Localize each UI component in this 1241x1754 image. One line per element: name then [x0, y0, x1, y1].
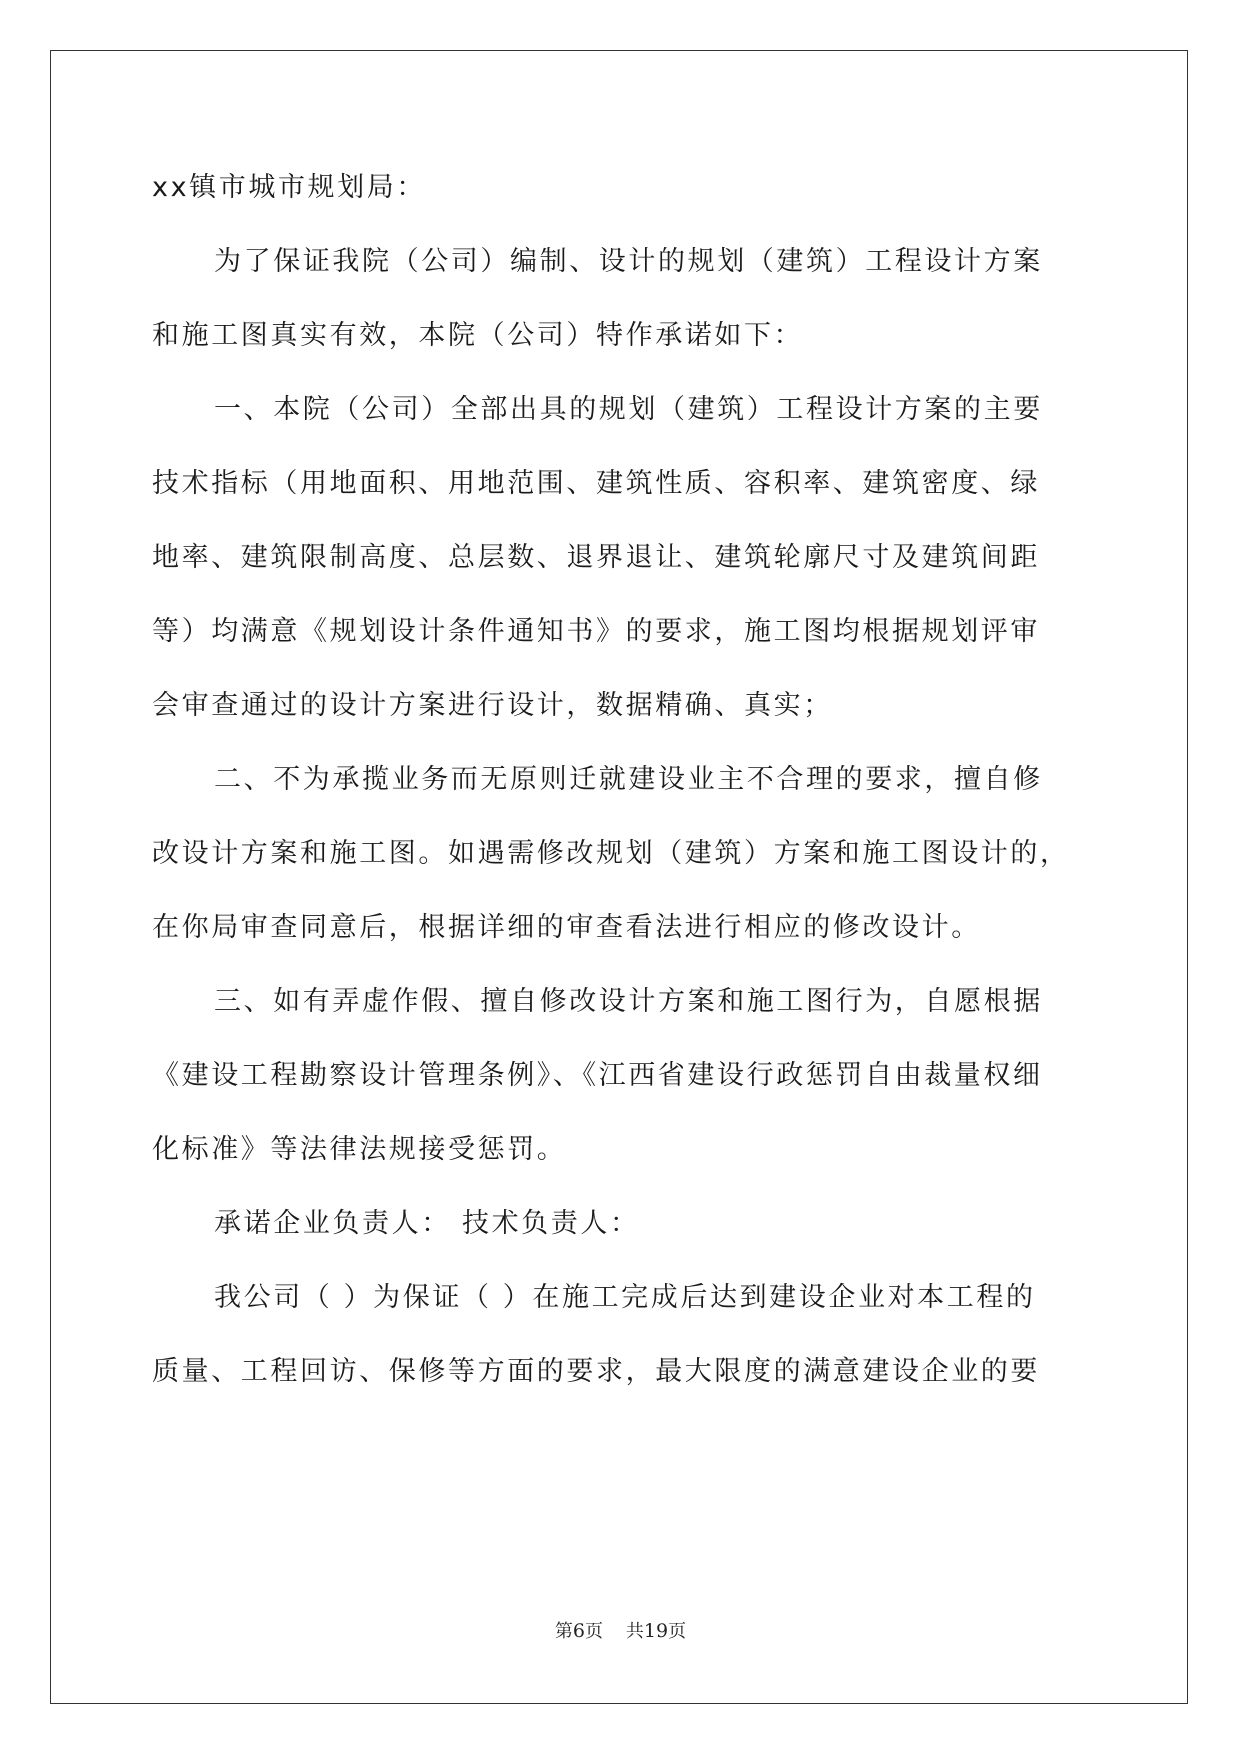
- total-pages: 19: [643, 1620, 669, 1642]
- page-border: [50, 50, 1188, 1704]
- paragraph-line: 质量、工程回访、保修等方面的要求，最大限度的满意建设企业的要: [152, 1356, 1040, 1387]
- paragraph-line: 地率、建筑限制高度、总层数、退界退让、建筑轮廓尺寸及建筑间距: [152, 542, 1040, 573]
- paragraph-line: 化标准》等法律法规接受惩罚。: [152, 1134, 567, 1165]
- paragraph-line: 和施工图真实有效，本院（公司）特作承诺如下：: [152, 320, 804, 351]
- paragraph-line: 技术指标（用地面积、用地范围、建筑性质、容积率、建筑密度、绿: [152, 468, 1040, 499]
- page-suffix: 页: [585, 1621, 603, 1642]
- signature-line: 承诺企业负责人： 技术负责人：: [214, 1208, 640, 1239]
- page-prefix: 第: [554, 1621, 573, 1642]
- paragraph-line: 改设计方案和施工图。如遇需修改规划（建筑）方案和施工图设计的，: [152, 838, 1070, 869]
- paragraph-line: 等）均满意《规划设计条件通知书》的要求，施工图均根据规划评审: [152, 616, 1040, 647]
- paragraph-line: 二、不为承揽业务而无原则迁就建设业主不合理的要求，擅自修: [214, 764, 1043, 795]
- total-prefix: 共: [625, 1621, 644, 1642]
- page-footer: [0, 1617, 1241, 1643]
- paragraph-line: 一、本院（公司）全部出具的规划（建筑）工程设计方案的主要: [214, 394, 1043, 425]
- paragraph-line: 为了保证我院（公司）编制、设计的规划（建筑）工程设计方案: [214, 246, 1043, 277]
- paragraph-line: 三、如有弄虚作假、擅自修改设计方案和施工图行为，自愿根据: [214, 986, 1043, 1017]
- paragraph-line: 在你局审查同意后，根据详细的审查看法进行相应的修改设计。: [152, 912, 981, 943]
- paragraph-line: 会审查通过的设计方案进行设计，数据精确、真实；: [152, 690, 833, 721]
- addressee-line: xx镇市城市规划局：: [152, 172, 426, 203]
- paragraph-line: 《建设工程勘察设计管理条例》、《江西省建设行政惩罚自由裁量权细: [152, 1060, 1043, 1091]
- paragraph-line: 我公司（ ）为保证（ ）在施工完成后达到建设企业对本工程的: [214, 1282, 1036, 1313]
- total-suffix: 页: [668, 1621, 687, 1642]
- page-number: 6: [572, 1620, 585, 1642]
